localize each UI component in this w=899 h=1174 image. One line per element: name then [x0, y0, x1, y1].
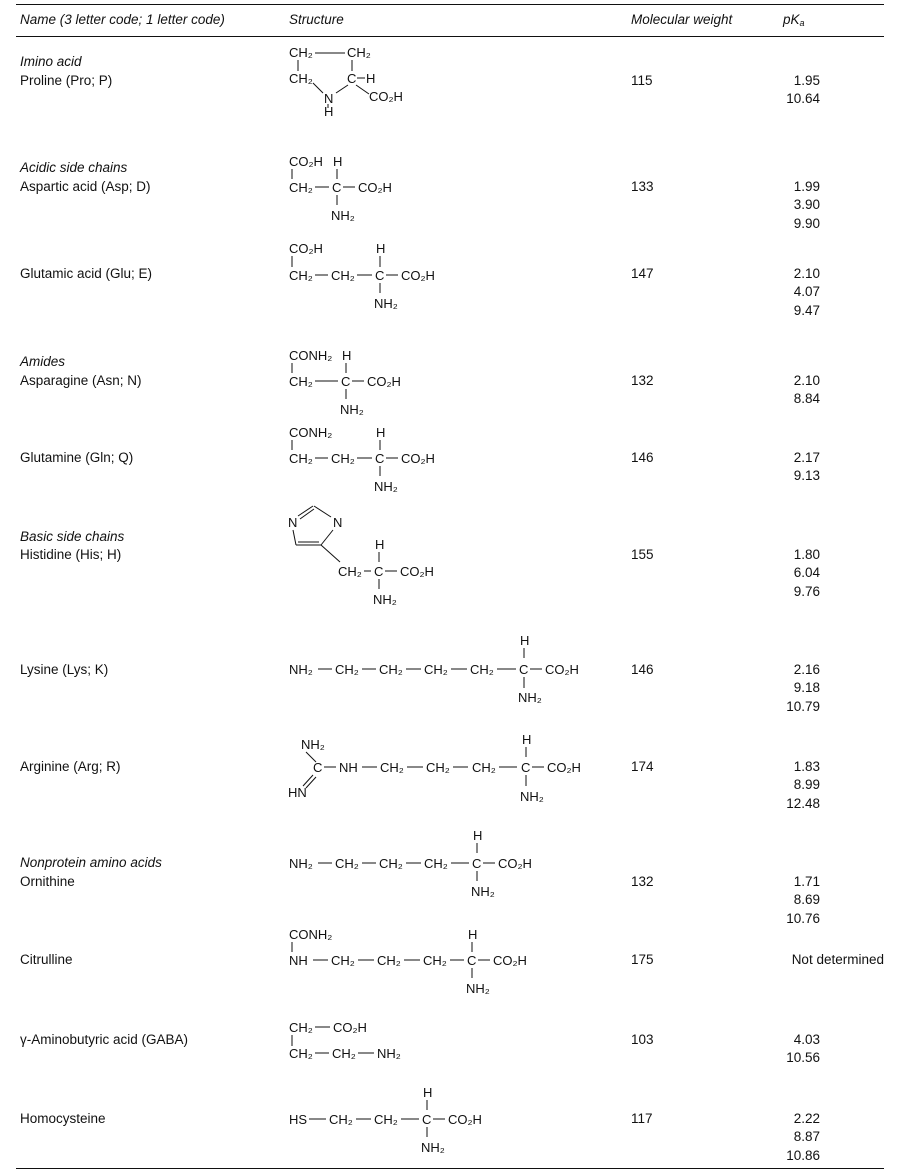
- svg-text:CH₂: CH₂: [289, 71, 313, 86]
- svg-text:HN: HN: [288, 785, 307, 800]
- svg-text:H: H: [376, 241, 386, 256]
- molecular-weight: 132: [631, 373, 654, 388]
- svg-text:CO₂H: CO₂H: [547, 760, 581, 775]
- svg-text:CH₂: CH₂: [289, 451, 313, 466]
- svg-text:CH₂: CH₂: [426, 760, 450, 775]
- molecular-weight: 133: [631, 179, 654, 194]
- svg-text:CH₂: CH₂: [332, 1046, 356, 1061]
- svg-text:CH₂: CH₂: [335, 662, 359, 677]
- header-structure: Structure: [289, 12, 344, 27]
- svg-text:C: C: [313, 760, 323, 775]
- glutamic-acid-structure: [289, 241, 435, 311]
- svg-text:C: C: [375, 268, 385, 283]
- svg-text:CH₂: CH₂: [331, 268, 355, 283]
- svg-text:CO₂H: CO₂H: [367, 374, 401, 389]
- svg-text:H: H: [375, 537, 385, 552]
- svg-text:CH₂: CH₂: [331, 451, 355, 466]
- amino-acid-name: Citrulline: [20, 952, 73, 967]
- pka-values: 2.22 8.87 10.86: [786, 1111, 820, 1163]
- arginine-structure: [288, 732, 581, 804]
- svg-text:NH₂: NH₂: [331, 208, 355, 223]
- svg-text:NH₂: NH₂: [289, 856, 313, 871]
- pka-values: 1.71 8.69 10.76: [786, 874, 820, 926]
- pka-values: 1.83 8.99 12.48: [786, 759, 820, 811]
- svg-text:NH: NH: [289, 953, 308, 968]
- svg-text:NH₂: NH₂: [340, 402, 364, 417]
- svg-text:H: H: [423, 1085, 433, 1100]
- molecular-weight: 132: [631, 874, 654, 889]
- svg-text:CO₂H: CO₂H: [448, 1112, 482, 1127]
- svg-text:CO₂H: CO₂H: [400, 564, 434, 579]
- histidine-structure: [288, 506, 434, 607]
- pka-values: 2.16 9.18 10.79: [786, 662, 820, 714]
- pka-values: 2.17 9.13: [793, 450, 820, 484]
- header-name: Name (3 letter code; 1 letter code): [20, 12, 225, 27]
- svg-text:CO₂H: CO₂H: [545, 662, 579, 677]
- svg-text:NH₂: NH₂: [374, 479, 398, 494]
- svg-text:CH₂: CH₂: [374, 1112, 398, 1127]
- svg-text:C: C: [521, 760, 531, 775]
- pka-values: 2.10 4.07 9.47: [793, 266, 820, 318]
- lysine-structure: [289, 633, 579, 705]
- svg-text:CH₂: CH₂: [470, 662, 494, 677]
- svg-text:C: C: [472, 856, 482, 871]
- svg-text:C: C: [341, 374, 351, 389]
- svg-text:CO₂H: CO₂H: [358, 180, 392, 195]
- header-molecular-weight: Molecular weight: [631, 12, 733, 27]
- category-label: Acidic side chains: [20, 160, 128, 175]
- svg-text:C: C: [467, 953, 477, 968]
- pka-values: 1.80 6.04 9.76: [793, 547, 820, 599]
- molecular-weight: 103: [631, 1032, 654, 1047]
- svg-text:CO₂H: CO₂H: [289, 154, 323, 169]
- molecular-weight: 174: [631, 759, 654, 774]
- svg-text:NH₂: NH₂: [471, 884, 495, 899]
- svg-text:CO₂H: CO₂H: [369, 89, 403, 104]
- aspartic-acid-structure: [289, 154, 392, 223]
- amino-acid-name: Asparagine (Asn; N): [20, 373, 142, 388]
- amino-acid-name: Ornithine: [20, 874, 75, 889]
- svg-text:CO₂H: CO₂H: [401, 268, 435, 283]
- svg-text:CH₂: CH₂: [380, 760, 404, 775]
- header-pka: $pK_a$: [783, 12, 805, 28]
- svg-text:CH₂: CH₂: [335, 856, 359, 871]
- svg-text:H: H: [366, 71, 376, 86]
- pka-values: 1.95 10.64: [786, 73, 820, 107]
- amino-acid-name: γ-Aminobutyric acid (GABA): [20, 1032, 189, 1047]
- category-label: Amides: [20, 354, 66, 369]
- svg-text:C: C: [374, 564, 384, 579]
- svg-text:H: H: [324, 104, 334, 119]
- svg-text:N: N: [288, 515, 298, 530]
- svg-text:CH₂: CH₂: [289, 374, 313, 389]
- svg-text:CONH₂: CONH₂: [289, 348, 333, 363]
- svg-text:CH₂: CH₂: [423, 953, 447, 968]
- svg-text:H: H: [333, 154, 343, 169]
- svg-text:CH₂: CH₂: [424, 662, 448, 677]
- amino-acid-name: Arginine (Arg; R): [20, 759, 121, 774]
- svg-text:NH₂: NH₂: [301, 737, 325, 752]
- citrulline-structure: [289, 927, 527, 996]
- svg-text:CH₂: CH₂: [472, 760, 496, 775]
- svg-text:CO₂H: CO₂H: [333, 1020, 367, 1035]
- svg-text:C: C: [422, 1112, 432, 1127]
- svg-text:CH₂: CH₂: [289, 45, 313, 60]
- ornithine-structure: [289, 828, 532, 899]
- svg-text:NH₂: NH₂: [374, 296, 398, 311]
- svg-text:CH₂: CH₂: [338, 564, 362, 579]
- amino-acid-name: Glutamic acid (Glu; E): [20, 266, 153, 281]
- pka-values: 2.10 8.84: [793, 373, 820, 407]
- svg-text:H: H: [342, 348, 352, 363]
- category-label: Nonprotein amino acids: [20, 855, 162, 870]
- amino-acid-name: Homocysteine: [20, 1111, 106, 1126]
- svg-text:CO₂H: CO₂H: [289, 241, 323, 256]
- svg-text:H: H: [520, 633, 530, 648]
- svg-text:C: C: [519, 662, 529, 677]
- category-label: Imino acid: [20, 54, 82, 69]
- svg-text:CH₂: CH₂: [289, 268, 313, 283]
- svg-text:CH₂: CH₂: [289, 1046, 313, 1061]
- svg-text:NH: NH: [339, 760, 358, 775]
- amino-acid-name: Aspartic acid (Asp; D): [20, 179, 151, 194]
- category-label: Basic side chains: [20, 529, 125, 544]
- svg-text:CH₂: CH₂: [331, 953, 355, 968]
- molecular-weight: 146: [631, 662, 654, 677]
- svg-text:C: C: [347, 71, 357, 86]
- amino-acid-name: Lysine (Lys; K): [20, 662, 109, 677]
- svg-text:NH₂: NH₂: [373, 592, 397, 607]
- svg-text:CH₂: CH₂: [329, 1112, 353, 1127]
- amino-acid-name: Proline (Pro; P): [20, 73, 113, 88]
- svg-text:NH₂: NH₂: [377, 1046, 401, 1061]
- gaba-structure: [289, 1020, 401, 1061]
- svg-text:CONH₂: CONH₂: [289, 425, 333, 440]
- homocysteine-structure: [289, 1085, 482, 1155]
- svg-text:CH₂: CH₂: [347, 45, 371, 60]
- svg-text:HS: HS: [289, 1112, 308, 1127]
- svg-text:H: H: [473, 828, 483, 843]
- svg-text:CO₂H: CO₂H: [498, 856, 532, 871]
- molecular-weight: 117: [631, 1111, 653, 1126]
- svg-text:CH₂: CH₂: [289, 1020, 313, 1035]
- pka-values: 1.99 3.90 9.90: [793, 179, 820, 231]
- molecular-weight: 175: [631, 952, 654, 967]
- svg-text:NH₂: NH₂: [289, 662, 313, 677]
- svg-text:CH₂: CH₂: [379, 662, 403, 677]
- molecular-weight: 147: [631, 266, 654, 281]
- svg-text:H: H: [522, 732, 532, 747]
- svg-text:C: C: [332, 180, 342, 195]
- svg-text:CONH₂: CONH₂: [289, 927, 333, 942]
- svg-text:CO₂H: CO₂H: [493, 953, 527, 968]
- svg-text:H: H: [468, 927, 478, 942]
- svg-text:H: H: [376, 425, 386, 440]
- molecular-weight: 146: [631, 450, 654, 465]
- svg-text:CH₂: CH₂: [289, 180, 313, 195]
- svg-text:CO₂H: CO₂H: [401, 451, 435, 466]
- svg-text:NH₂: NH₂: [518, 690, 542, 705]
- pka-values: 4.03 10.56: [786, 1032, 820, 1066]
- svg-text:CH₂: CH₂: [377, 953, 401, 968]
- molecular-weight: 155: [631, 547, 654, 562]
- svg-text:CH₂: CH₂: [424, 856, 448, 871]
- molecular-weight: 115: [631, 73, 653, 88]
- svg-text:N: N: [324, 91, 334, 106]
- svg-text:NH₂: NH₂: [466, 981, 490, 996]
- svg-text:NH₂: NH₂: [421, 1140, 445, 1155]
- glutamine-structure: [289, 425, 435, 494]
- asparagine-structure: [289, 348, 401, 417]
- svg-text:NH₂: NH₂: [520, 789, 544, 804]
- svg-text:N: N: [333, 515, 343, 530]
- amino-acid-name: Glutamine (Gln; Q): [20, 450, 134, 465]
- svg-text:CH₂: CH₂: [379, 856, 403, 871]
- proline-structure: [289, 45, 403, 119]
- svg-text:C: C: [375, 451, 385, 466]
- amino-acid-name: Histidine (His; H): [20, 547, 122, 562]
- pka-values: Not determined: [791, 952, 884, 967]
